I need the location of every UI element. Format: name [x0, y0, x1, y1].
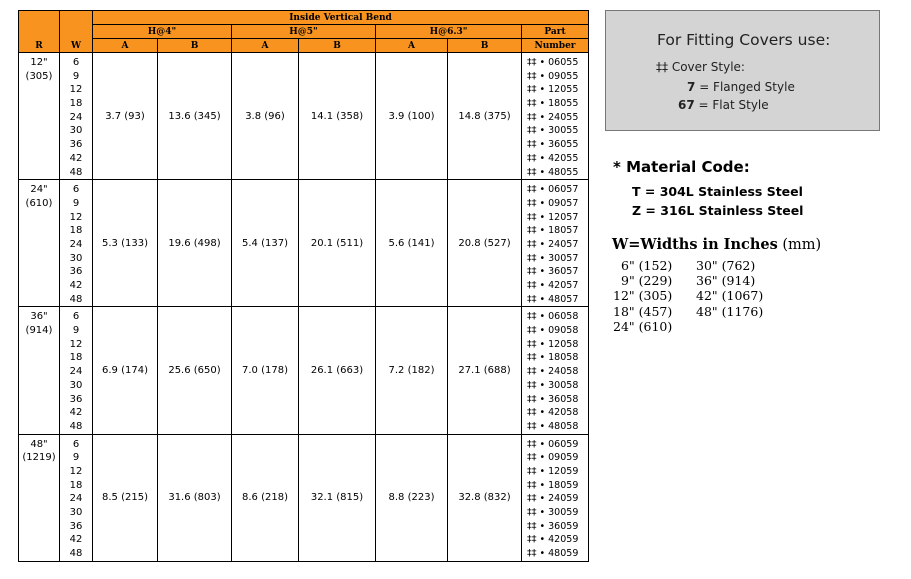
part-number: ‡‡ • 36057 [527, 266, 579, 278]
part-number: ‡‡ • 06055 [527, 57, 579, 68]
part-number: ‡‡ • 18055 [527, 98, 579, 110]
part-number: ‡‡ • 18057 [527, 225, 579, 237]
dimension-value: 20.1 (511) [299, 180, 376, 307]
width-value: 48 [69, 166, 83, 178]
flat-code: 67 [678, 98, 695, 112]
width-value: 6 [72, 184, 80, 196]
part-number: ‡‡ • 42059 [527, 534, 579, 546]
part-number: ‡‡ • 24055 [527, 111, 579, 123]
part-number-cell [522, 180, 589, 307]
radius-value: (1219) [22, 452, 56, 464]
dimension-value: 5.6 (141) [376, 180, 448, 307]
width-value: 36 [69, 520, 83, 532]
width-value: 12 [69, 465, 83, 477]
radius-cell [19, 434, 60, 561]
part-number: ‡‡ • 06058 [527, 311, 579, 323]
radius-cell [19, 307, 60, 434]
bend-dimensions-table [18, 10, 589, 562]
part-number: ‡‡ • 12059 [527, 465, 579, 477]
width-value: 24 [69, 493, 83, 505]
dimension-value: 5.4 (137) [232, 180, 299, 307]
dimension-value: 7.2 (182) [376, 307, 448, 434]
sub-header-a: A [93, 39, 158, 53]
dimension-value: 31.6 (803) [158, 434, 232, 561]
part-number: ‡‡ • 36055 [527, 139, 579, 151]
width-value: 30 [69, 252, 83, 264]
fitting-title: For Fitting Covers use: [657, 31, 831, 49]
dimension-value: 27.1 (688) [448, 307, 522, 434]
dimension-value: 26.1 (663) [299, 307, 376, 434]
width-value: 30 [69, 125, 83, 137]
part-number: ‡‡ • 12058 [527, 338, 579, 350]
height-header-4: H@4" [93, 25, 232, 39]
flanged-code: 7 [687, 80, 696, 94]
widths-legend-col2 [696, 258, 763, 319]
flanged-style-line [687, 80, 795, 94]
width-legend-item: 18" (457) [613, 303, 673, 319]
width-value: 24 [69, 111, 83, 123]
part-number: ‡‡ • 06057 [527, 184, 579, 196]
width-cell [60, 434, 93, 561]
part-number: ‡‡ • 36059 [527, 520, 579, 532]
width-cell [60, 180, 93, 307]
widths-legend-title [612, 236, 821, 253]
part-number: ‡‡ • 42057 [527, 280, 579, 291]
widths-title-bold: W=Widths in Inches [612, 236, 778, 253]
dimension-value: 3.9 (100) [376, 53, 448, 180]
part-number: ‡‡ • 06059 [527, 438, 579, 450]
dimension-value: 19.6 (498) [158, 180, 232, 307]
width-legend-item: 9" (229) [621, 273, 673, 289]
widths-legend-col1 [613, 258, 672, 334]
width-value: 36 [69, 266, 83, 278]
dimension-value: 5.3 (133) [93, 180, 158, 307]
width-value: 12 [69, 338, 83, 350]
part-number: ‡‡ • 09055 [527, 70, 579, 82]
width-value: 36 [69, 139, 83, 151]
flat-text: = Flat Style [698, 98, 769, 112]
flanged-text: = Flanged Style [699, 80, 795, 94]
dimension-value: 8.6 (218) [232, 434, 299, 561]
material-code-title: * Material Code: [613, 158, 750, 176]
part-number: ‡‡ • 09059 [527, 452, 579, 464]
width-value: 9 [72, 70, 80, 82]
height-header-5: H@5" [232, 25, 376, 39]
width-value: 12 [69, 84, 83, 96]
width-value: 6 [72, 57, 80, 68]
width-value: 42 [69, 280, 83, 291]
table-row [19, 307, 589, 434]
width-value: 48 [69, 548, 83, 560]
width-legend-item: 48" (1176) [696, 303, 764, 319]
radius-value: 48" [30, 438, 48, 450]
width-value: 6 [72, 438, 80, 450]
width-legend-item: 30" (762) [696, 258, 756, 273]
width-legend-item: 42" (1067) [696, 288, 764, 304]
radius-value: (914) [25, 324, 53, 336]
width-value: 9 [72, 325, 80, 337]
group-header: Inside Vertical Bend [93, 11, 589, 25]
width-value: 6 [72, 311, 80, 323]
part-number: ‡‡ • 18058 [527, 352, 579, 364]
width-legend-item: 12" (305) [613, 288, 673, 304]
part-number: ‡‡ • 24057 [527, 238, 579, 250]
width-value: 12 [69, 211, 83, 223]
sub-header-a: A [232, 39, 299, 53]
dimension-value: 3.7 (93) [93, 53, 158, 180]
dimension-value: 14.1 (358) [299, 53, 376, 180]
width-value: 9 [72, 452, 80, 464]
part-number: ‡‡ • 42055 [527, 152, 579, 164]
fitting-covers-panel [605, 10, 880, 131]
width-value: 48 [69, 420, 83, 432]
width-value: 18 [69, 225, 83, 237]
sub-header-b: B [299, 39, 376, 53]
radius-value: 36" [30, 311, 48, 323]
table-row [19, 53, 589, 180]
part-number: ‡‡ • 24058 [527, 366, 579, 378]
part-number: ‡‡ • 30055 [527, 125, 579, 137]
width-value: 42 [69, 407, 83, 419]
width-value: 24 [69, 366, 83, 378]
dimension-value: 25.6 (650) [158, 307, 232, 434]
part-number: ‡‡ • 09057 [527, 197, 579, 209]
dimension-value: 32.8 (832) [448, 434, 522, 561]
part-number-cell [522, 434, 589, 561]
width-value: 18 [69, 352, 83, 364]
part-number: ‡‡ • 18059 [527, 479, 579, 491]
width-legend-item: 36" (914) [696, 273, 756, 289]
sub-header-a: A [376, 39, 448, 53]
dimension-value: 8.8 (223) [376, 434, 448, 561]
col-header-r: R [19, 11, 60, 53]
dimension-value: 14.8 (375) [448, 53, 522, 180]
part-number: ‡‡ • 30058 [527, 379, 579, 391]
part-number: ‡‡ • 48057 [527, 293, 579, 305]
width-cell [60, 53, 93, 180]
material-line-z: Z = 316L Stainless Steel [632, 203, 804, 218]
part-number: ‡‡ • 42058 [527, 407, 579, 419]
radius-cell [19, 53, 60, 180]
dimension-value: 13.6 (345) [158, 53, 232, 180]
width-value: 36 [69, 393, 83, 405]
radius-value: 24" [30, 184, 48, 196]
radius-value: 12" [30, 57, 48, 68]
part-number: ‡‡ • 09058 [527, 325, 579, 337]
flat-style-line [678, 98, 769, 112]
dimension-value: 32.1 (815) [299, 434, 376, 561]
width-value: 24 [69, 238, 83, 250]
height-header-6-3: H@6.3" [376, 25, 522, 39]
part-number: ‡‡ • 36058 [527, 393, 579, 405]
part-number: ‡‡ • 12055 [527, 84, 579, 96]
part-number: ‡‡ • 48059 [527, 548, 579, 560]
width-value: 30 [69, 379, 83, 391]
width-cell [60, 307, 93, 434]
width-legend-item: 24" (610) [613, 318, 673, 334]
radius-cell [19, 180, 60, 307]
radius-value: (610) [25, 197, 53, 209]
table-row [19, 434, 589, 561]
widths-title-unit: (mm) [782, 237, 822, 253]
radius-value: (305) [25, 70, 53, 82]
width-value: 30 [69, 507, 83, 518]
part-number: ‡‡ • 30057 [527, 252, 579, 264]
width-value: 42 [69, 534, 83, 546]
part-number: ‡‡ • 48058 [527, 420, 579, 432]
dimension-value: 3.8 (96) [232, 53, 299, 180]
dimension-value: 20.8 (527) [448, 180, 522, 307]
part-header-2: Number [522, 39, 589, 53]
part-number-cell [522, 53, 589, 180]
width-value: 18 [69, 479, 83, 491]
table-row [19, 180, 589, 307]
dimension-value: 7.0 (178) [232, 307, 299, 434]
material-line-t: T = 304L Stainless Steel [632, 184, 803, 199]
part-number-cell [522, 307, 589, 434]
width-value: 48 [69, 293, 83, 305]
part-number: ‡‡ • 48055 [527, 166, 579, 178]
part-header-1: Part [522, 25, 589, 39]
sub-header-b: B [158, 39, 232, 53]
dimension-value: 6.9 (174) [93, 307, 158, 434]
part-number: ‡‡ • 12057 [527, 211, 579, 223]
cover-style-label: ‡‡ Cover Style: [656, 60, 745, 74]
width-value: 18 [69, 98, 83, 110]
width-value: 42 [69, 152, 83, 164]
col-header-w: W [60, 11, 93, 53]
dimension-value: 8.5 (215) [93, 434, 158, 561]
sub-header-b: B [448, 39, 522, 53]
width-legend-item: 6" (152) [621, 258, 673, 273]
part-number: ‡‡ • 30059 [527, 507, 579, 518]
width-value: 9 [72, 197, 80, 209]
part-number: ‡‡ • 24059 [527, 493, 579, 505]
